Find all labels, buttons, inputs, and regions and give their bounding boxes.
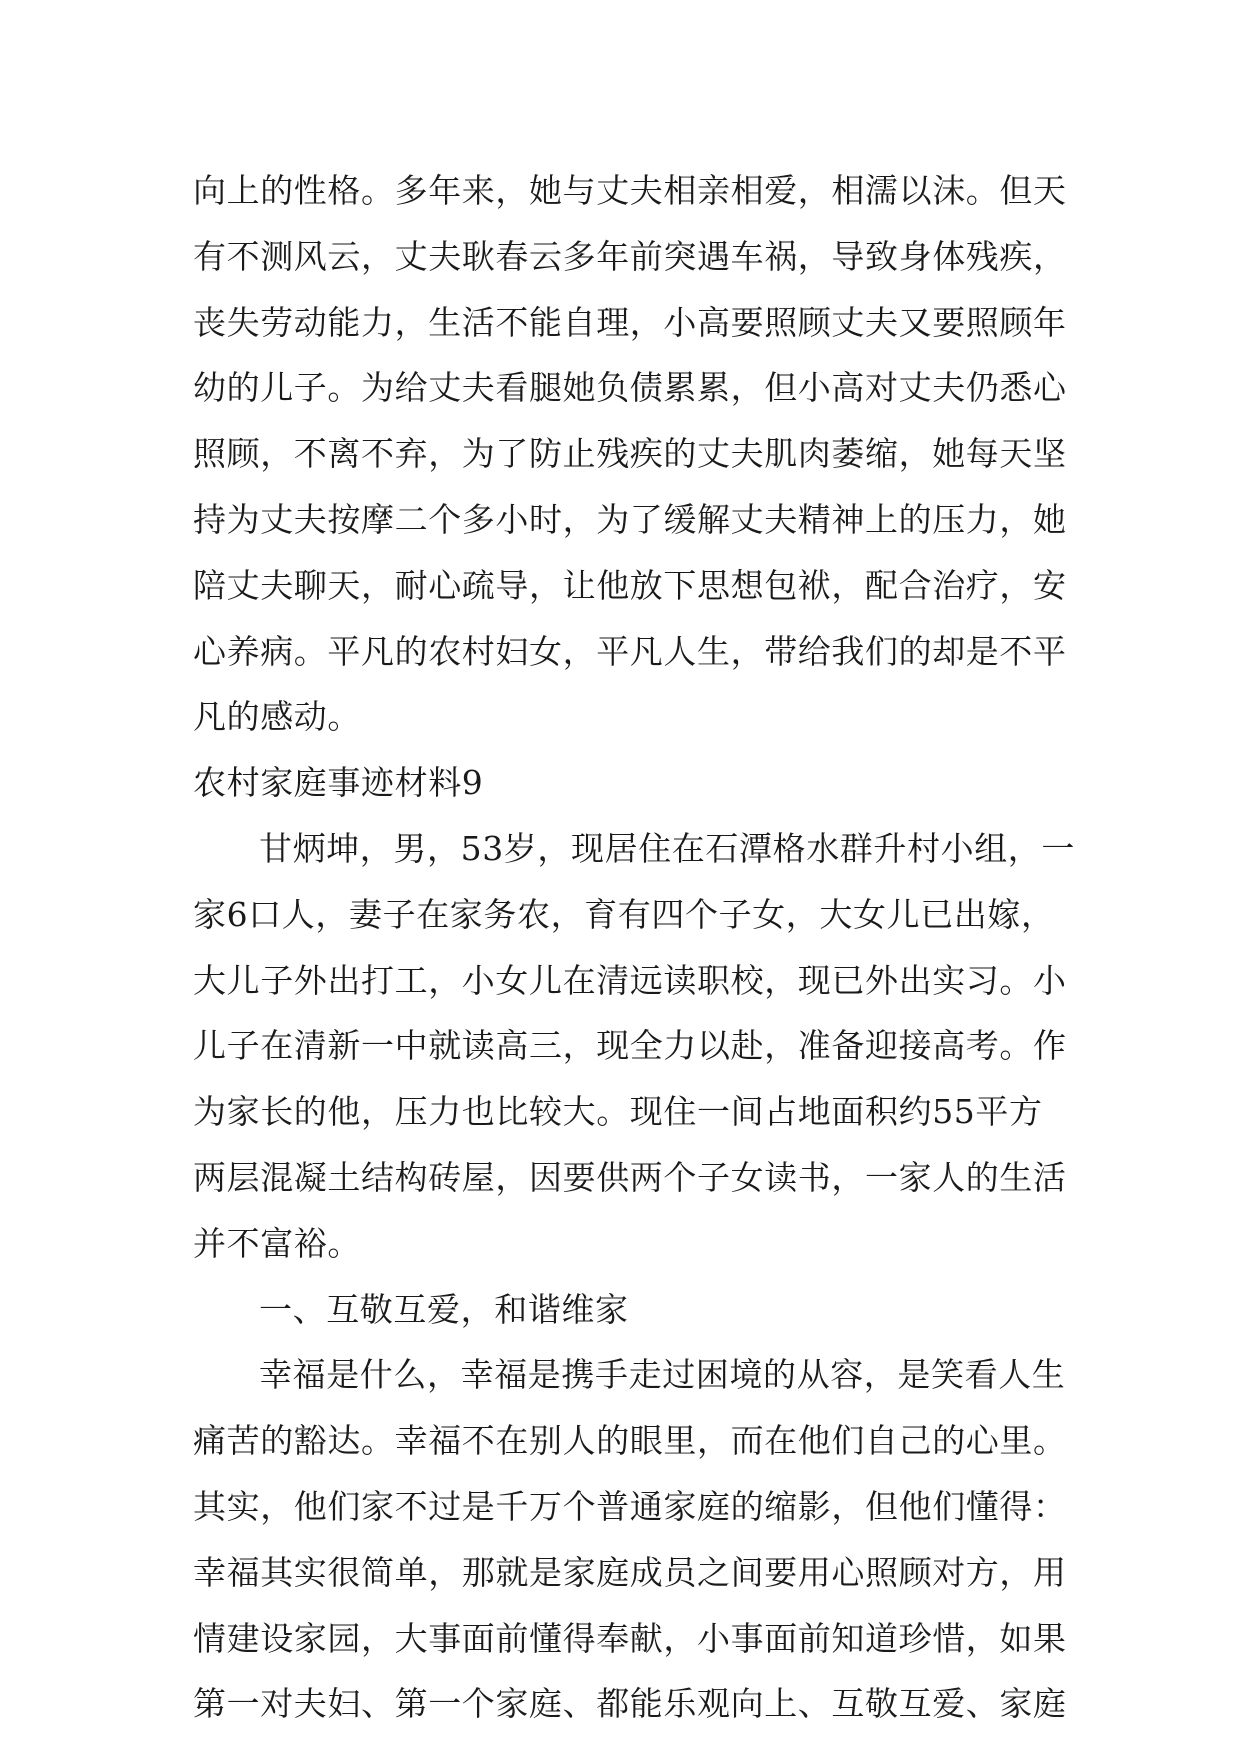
text-line: 为家长的他，压力也比较大。现住一间占地面积约55平方 (193, 1092, 1043, 1132)
text-line: 第一对夫妇、第一个家庭、都能乐观向上、互敬互爱、家庭 (193, 1684, 1067, 1724)
text-line: 凡的感动。 (193, 697, 361, 737)
document-body (193, 158, 1075, 1737)
text-line: 痛苦的豁达。幸福不在别人的眼里，而在他们自己的心里。 (193, 1421, 1067, 1461)
text-line: 并不富裕。 (193, 1223, 361, 1263)
text-line: 有不测风云，丈夫耿春云多年前突遇车祸，导致身体残疾， (193, 236, 1067, 276)
text-line: 幼的儿子。为给丈夫看腿她负债累累，但小高对丈夫仍悉心 (193, 368, 1067, 408)
text-line: 家6口人，妻子在家务农，育有四个子女，大女儿已出嫁， (193, 894, 1055, 934)
text-line: 两层混凝土结构砖屋，因要供两个子女读书，一家人的生活 (193, 1157, 1067, 1197)
text-line: 甘炳坤，男，53岁，现居住在石潭格水群升村小组，一 (259, 828, 1075, 868)
text-line: 大儿子外出打工，小女儿在清远读职校，现已外出实习。小 (193, 960, 1067, 1000)
text-line: 情建设家园，大事面前懂得奉献，小事面前知道珍惜，如果 (193, 1618, 1067, 1658)
text-line: 幸福是什么，幸福是携手走过困境的从容，是笑看人生 (259, 1355, 1066, 1395)
text-line: 儿子在清新一中就读高三，现全力以赴，准备迎接高考。作 (193, 1026, 1067, 1066)
text-line: 其实，他们家不过是千万个普通家庭的缩影，但他们懂得： (193, 1486, 1067, 1526)
text-line: 幸福其实很简单，那就是家庭成员之间要用心照顾对方，用 (193, 1552, 1067, 1592)
text-line: 陪丈夫聊天，耐心疏导，让他放下思想包袱，配合治疗，安 (193, 565, 1067, 605)
subsection-heading: 一、互敬互爱，和谐维家 (259, 1289, 629, 1329)
text-line: 丧失劳动能力，生活不能自理，小高要照顾丈夫又要照顾年 (193, 302, 1067, 342)
text-line: 照顾，不离不弃，为了防止残疾的丈夫肌肉萎缩，她每天坚 (193, 434, 1067, 474)
text-line: 心养病。平凡的农村妇女，平凡人生，带给我们的却是不平 (193, 631, 1067, 671)
text-line: 持为丈夫按摩二个多小时，为了缓解丈夫精神上的压力，她 (193, 499, 1067, 539)
section-heading: 农村家庭事迹材料9 (193, 763, 484, 803)
text-line: 向上的性格。多年来，她与丈夫相亲相爱，相濡以沫。但天 (193, 171, 1067, 210)
